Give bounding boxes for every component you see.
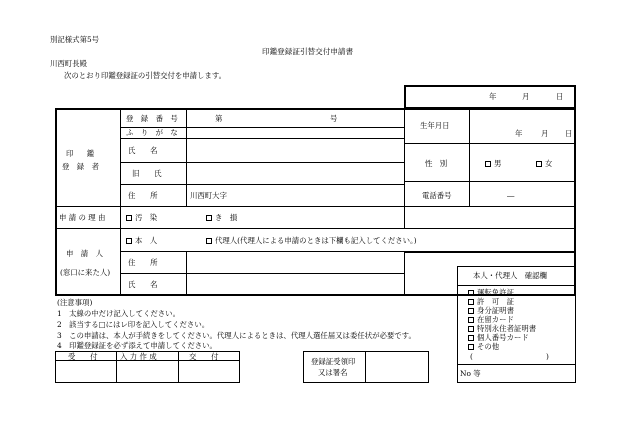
reg-number-prefix: 第 <box>215 114 223 123</box>
reg-number-label: 登 録 番 号 <box>126 114 178 123</box>
name-label: 氏 名 <box>128 146 158 155</box>
reg-number-field[interactable] <box>190 111 400 125</box>
checkbox-icon <box>126 238 132 244</box>
form-number: 別記様式第5号 <box>50 35 100 44</box>
gender-male-option[interactable]: 男 <box>485 160 501 167</box>
form-title: 印鑑登録証引替交付申請書 <box>262 47 354 56</box>
address-label: 住 所 <box>128 191 158 200</box>
registrant-label-1: 印 鑑 <box>66 149 98 158</box>
id-check-title: 本人・代理人 確認欄 <box>473 271 547 280</box>
checkbox-icon <box>206 238 212 244</box>
reason-label: 申 請 の 理 由 <box>59 213 106 222</box>
id-option-other[interactable]: その他 <box>468 343 499 350</box>
old-name-label: 旧 氏 <box>132 169 162 178</box>
address-value[interactable]: 川西町大字 <box>190 191 227 200</box>
furigana-label: ふ り が な <box>126 128 178 137</box>
other-paren-close: ) <box>546 352 549 361</box>
birth-label: 生年月日 <box>420 121 450 130</box>
checkbox-icon <box>468 326 474 332</box>
old-name-field[interactable] <box>190 164 400 182</box>
furigana-field[interactable] <box>190 129 400 137</box>
checkbox-icon <box>468 290 474 296</box>
date-day: 日 <box>556 92 564 101</box>
office-reception-header: 受 付 <box>68 352 98 361</box>
gender-label: 性 別 <box>425 159 448 168</box>
notes-heading: (注意事項) <box>57 298 93 307</box>
id-option-my-number-card[interactable]: 個人番号カード <box>468 334 529 341</box>
id-option-special-permanent[interactable]: 特別永住者証明書 <box>468 325 536 332</box>
name-field[interactable] <box>190 140 400 160</box>
addressee: 川西町長殿 <box>50 59 87 68</box>
reason-option-contamination[interactable]: 汚 染 <box>126 214 157 221</box>
checkbox-icon <box>126 215 132 221</box>
registrant-label-2: 登 録 者 <box>62 162 99 171</box>
checkbox-icon <box>468 335 474 341</box>
gender-female-option[interactable]: 女 <box>536 160 552 167</box>
note-item: 3 この申請は、本人が手続きをしてください。代理人によるときは、代理人選任届又は委任状が必要です。 <box>57 331 416 340</box>
applicant-label-1: 申 請 人 <box>66 249 103 258</box>
office-input-header: 入 力 作 成 <box>120 352 157 361</box>
id-no-label: No 等 <box>460 369 481 378</box>
birth-year: 年 <box>515 129 523 138</box>
card-receipt-box <box>303 351 429 383</box>
card-receipt-label-2: 又は署名 <box>318 368 348 377</box>
note-item: 4 印鑑登録証を必ず添えて申請してください。 <box>57 341 217 350</box>
other-paren-open: ( <box>470 352 473 361</box>
checkbox-icon <box>468 308 474 314</box>
date-month: 月 <box>522 92 530 101</box>
applicant-label-2: (窓口に来た人) <box>60 268 111 277</box>
applicant-name-field[interactable] <box>190 275 400 293</box>
note-item: 2 該当する□にはレ印を記入してください。 <box>57 320 210 329</box>
checkbox-icon <box>468 299 474 305</box>
id-option-id-certificate[interactable]: 身分証明書 <box>468 307 514 314</box>
checkbox-icon <box>468 344 474 350</box>
checkbox-icon <box>468 317 474 323</box>
applicant-proxy-option[interactable]: 代理人(代理人による申請のときは下欄も記入してください。) <box>206 237 417 244</box>
reg-number-suffix: 号 <box>330 114 338 123</box>
applicant-self-option[interactable]: 本 人 <box>126 237 157 244</box>
card-receipt-label-1: 登録証受領印 <box>311 357 356 366</box>
id-option-permit[interactable]: 許 可 証 <box>468 298 514 305</box>
reason-option-damage[interactable]: き 損 <box>206 214 237 221</box>
phone-label: 電話番号 <box>422 191 452 200</box>
phone-value[interactable]: ― <box>507 191 515 200</box>
applicant-name-label: 氏 名 <box>128 280 158 289</box>
id-option-drivers-license[interactable]: 運転免許証 <box>468 289 514 296</box>
checkbox-icon <box>536 161 542 167</box>
birth-month: 月 <box>541 129 549 138</box>
intro-text: 次のとおり印鑑登録証の引替交付を申請します。 <box>64 71 227 80</box>
checkbox-icon <box>206 215 212 221</box>
applicant-address-field[interactable] <box>190 253 400 271</box>
office-delivery-header: 交 付 <box>189 352 219 361</box>
date-year: 年 <box>489 92 497 101</box>
applicant-address-label: 住 所 <box>128 258 158 267</box>
note-item: 1 太線の中だけ記入してください。 <box>57 309 180 318</box>
id-option-residence-card[interactable]: 在留カード <box>468 316 514 323</box>
birth-day: 日 <box>565 129 573 138</box>
checkbox-icon <box>485 161 491 167</box>
